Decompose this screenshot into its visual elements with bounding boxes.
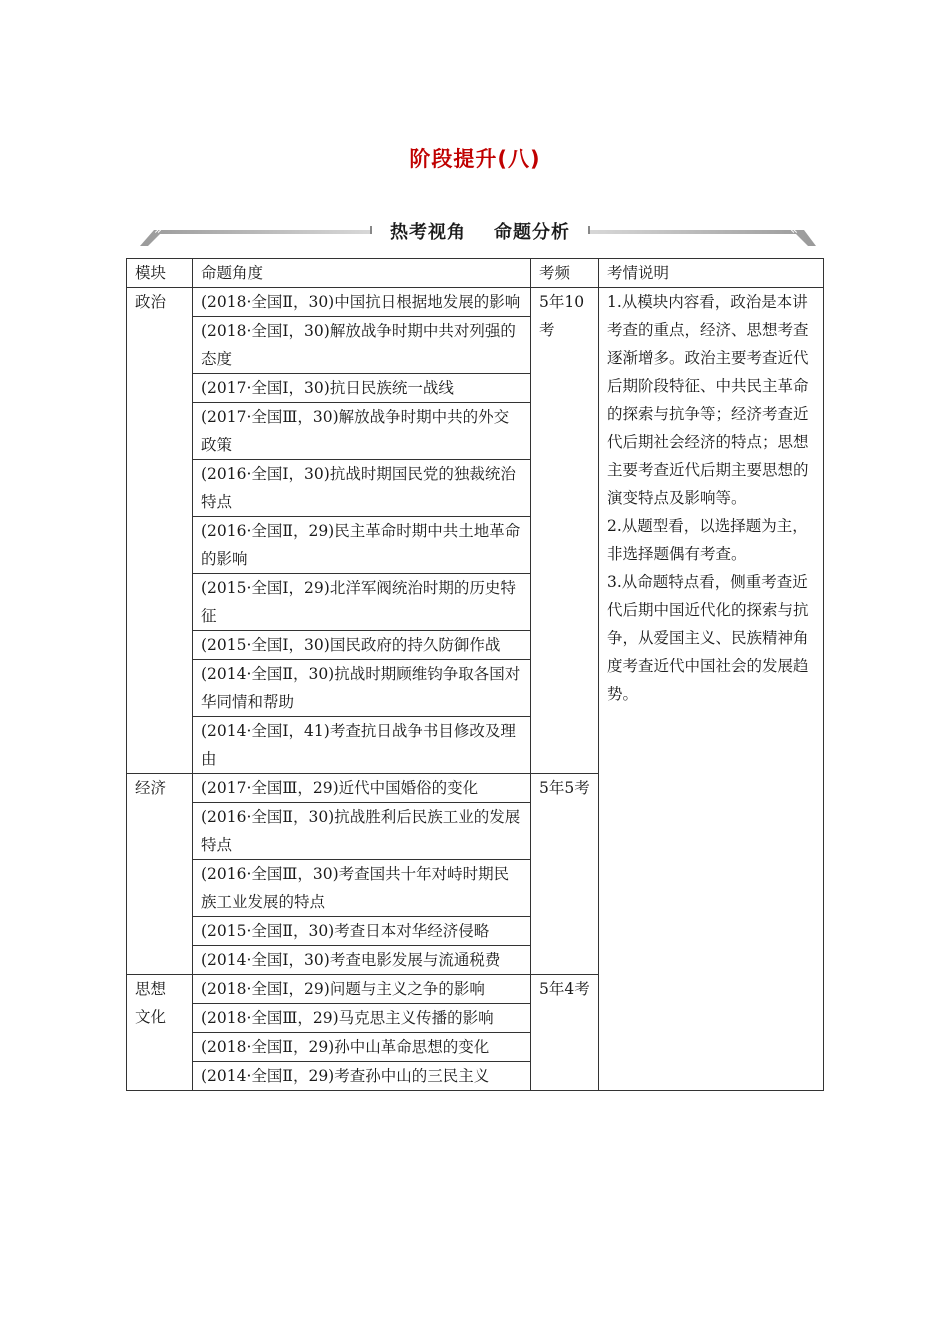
angle-cell: (2015·全国Ⅰ，29)北洋军阀统治时期的历史特征 bbox=[193, 574, 531, 631]
header-notes: 考情说明 bbox=[599, 259, 824, 288]
angle-cell: (2016·全国Ⅱ，30)抗战胜利后民族工业的发展特点 bbox=[193, 803, 531, 860]
angle-cell: (2016·全国Ⅱ，29)民主革命时期中共土地革命的影响 bbox=[193, 517, 531, 574]
exam-analysis-table bbox=[126, 258, 824, 1091]
frequency-cell: 5年10考 bbox=[531, 288, 599, 774]
banner-heading-left: 热考视角 bbox=[390, 222, 466, 243]
angle-cell: (2017·全国Ⅰ，30)抗日民族统一战线 bbox=[193, 374, 531, 403]
header-angle: 命题角度 bbox=[193, 259, 531, 288]
frequency-cell: 5年4考 bbox=[531, 975, 599, 1091]
angle-cell: (2018·全国Ⅰ，30)解放战争时期中共对列强的态度 bbox=[193, 317, 531, 374]
angle-cell: (2016·全国Ⅲ，30)考查国共十年对峙时期民族工业发展的特点 bbox=[193, 860, 531, 917]
table-header-row bbox=[127, 259, 824, 288]
angle-cell: (2018·全国Ⅲ，29)马克思主义传播的影响 bbox=[193, 1004, 531, 1033]
notes-paragraph: 3.从命题特点看，侧重考查近代后期中国近代化的探索与抗争，从爱国主义、民族精神角度考查近代中国社会的发展趋势。 bbox=[607, 573, 809, 703]
angle-cell: (2016·全国Ⅰ，30)抗战时期国民党的独裁统治特点 bbox=[193, 460, 531, 517]
table-row bbox=[127, 288, 824, 317]
angle-cell: (2014·全国Ⅰ，30)考查电影发展与流通税费 bbox=[193, 946, 531, 975]
banner-left-mark: » bbox=[154, 223, 162, 238]
angle-cell: (2014·全国Ⅱ，30)抗战时期顾维钧争取各国对华同情和帮助 bbox=[193, 660, 531, 717]
module-cell: 政治 bbox=[127, 288, 193, 774]
header-module: 模块 bbox=[127, 259, 193, 288]
angle-cell: (2017·全国Ⅲ，29)近代中国婚俗的变化 bbox=[193, 774, 531, 803]
notes-cell bbox=[599, 288, 824, 1091]
module-cell: 经济 bbox=[127, 774, 193, 975]
banner-right-mark: « bbox=[790, 223, 798, 238]
section-banner bbox=[140, 212, 816, 248]
angle-cell: (2015·全国Ⅱ，30)考查日本对华经济侵略 bbox=[193, 917, 531, 946]
module-cell: 思想文化 bbox=[127, 975, 193, 1091]
angle-cell: (2014·全国Ⅰ，41)考查抗日战争书目修改及理由 bbox=[193, 717, 531, 774]
frequency-cell: 5年5考 bbox=[531, 774, 599, 975]
angle-cell: (2014·全国Ⅱ，29)考查孙中山的三民主义 bbox=[193, 1062, 531, 1091]
banner-heading-right: 命题分析 bbox=[494, 222, 570, 243]
angle-cell: (2018·全国Ⅰ，29)问题与主义之争的影响 bbox=[193, 975, 531, 1004]
page-title: 阶段提升(八) bbox=[409, 147, 541, 171]
banner-heading bbox=[372, 218, 588, 244]
header-frequency: 考频 bbox=[531, 259, 599, 288]
notes-paragraph: 1.从模块内容看，政治是本讲考查的重点，经济、思想考查逐渐增多。政治主要考查近代后期阶段特征、中共民主革命的探索与抗争等；经济考查近代后期社会经济的特点；思想主要考查近代后期主要思想的演变特点及影响等。 bbox=[607, 293, 809, 507]
angle-cell: (2018·全国Ⅱ，29)孙中山革命思想的变化 bbox=[193, 1033, 531, 1062]
angle-cell: (2017·全国Ⅲ，30)解放战争时期中共的外交政策 bbox=[193, 403, 531, 460]
angle-cell: (2018·全国Ⅱ，30)中国抗日根据地发展的影响 bbox=[193, 288, 531, 317]
notes-paragraph: 2.从题型看，以选择题为主，非选择题偶有考查。 bbox=[607, 517, 808, 563]
angle-cell: (2015·全国Ⅰ，30)国民政府的持久防御作战 bbox=[193, 631, 531, 660]
